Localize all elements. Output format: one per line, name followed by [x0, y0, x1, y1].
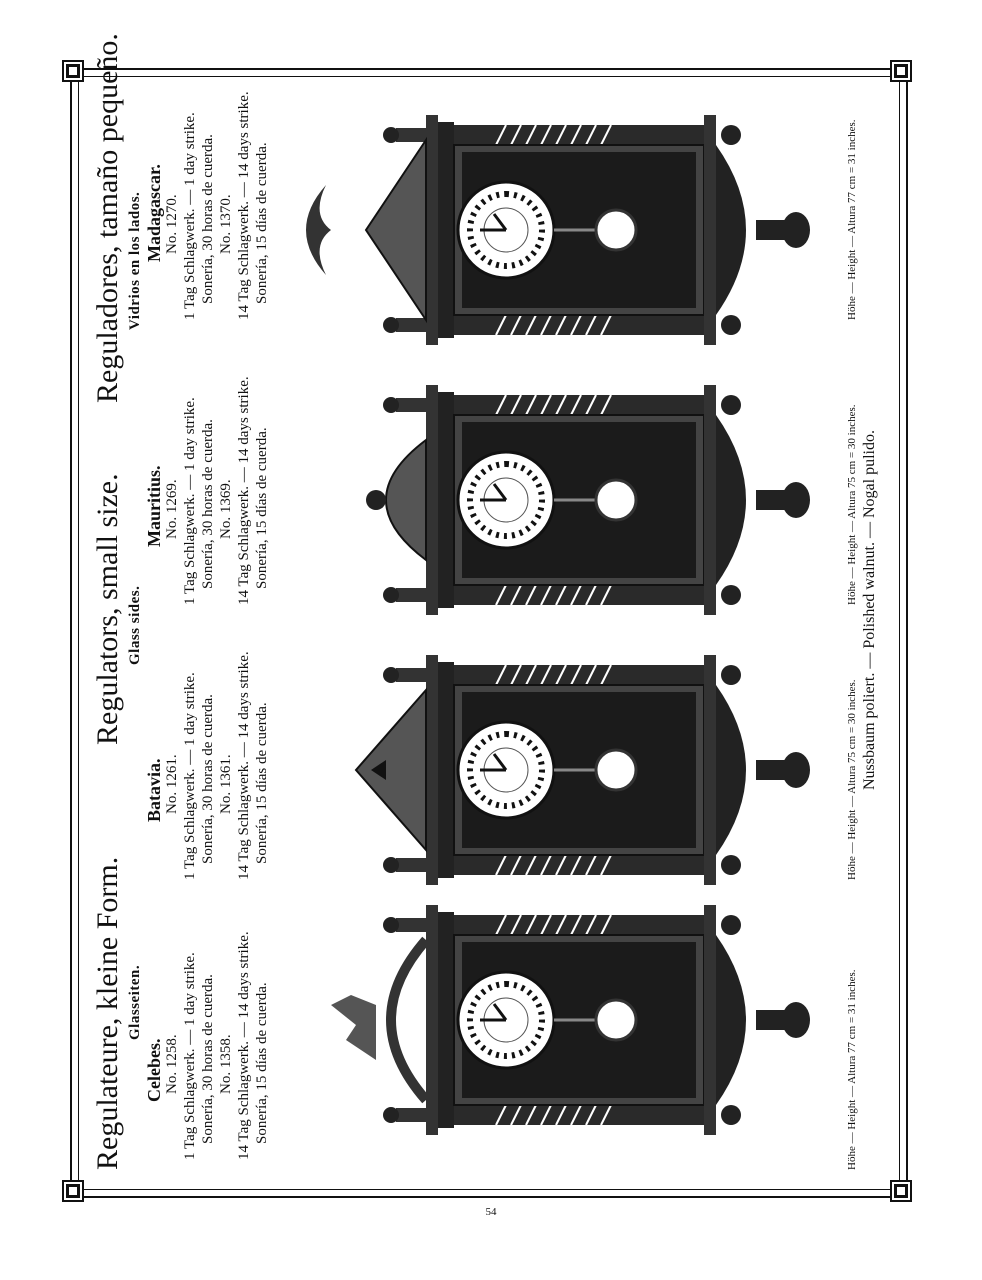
model-number: No. 1258. [164, 1034, 180, 1094]
finish-note: Nussbaum poliert. — Polished walnut. — Nogal pulido. [861, 430, 878, 790]
height-batavia: Höhe — Height — Altura 75 cm = 30 inches. [846, 679, 858, 880]
heading-spanish: Reguladores, tamaño pequeño. [91, 33, 124, 403]
subheading-english: Glass sides. [127, 585, 143, 665]
clock-celebes-figure [331, 905, 810, 1135]
clock-madagascar-figure [306, 115, 810, 345]
soneria-15: Sonería, 15 días de cuerda. [254, 702, 270, 864]
model-number: No. 1269. [164, 479, 180, 539]
strike-14-days: 14 Tag Schlagwerk. — 14 days strike. [236, 931, 252, 1160]
model-number-2: No. 1369. [218, 479, 234, 539]
soneria-30: Sonería, 30 horas de cuerda. [200, 134, 216, 304]
heading-english: Regulators, small size. [91, 473, 124, 745]
strike-14-days: 14 Tag Schlagwerk. — 14 days strike. [236, 91, 252, 320]
clock-illustrations [91, 80, 851, 1180]
corner-ornament [64, 1182, 82, 1200]
height-madagascar: Höhe — Height — Altura 77 cm = 31 inches. [846, 119, 858, 320]
model-number-2: No. 1361. [218, 754, 234, 814]
catalog-content [91, 33, 901, 1180]
soneria-15: Sonería, 15 días de cuerda. [254, 142, 270, 304]
soneria-30: Sonería, 30 horas de cuerda. [200, 974, 216, 1144]
strike-14-days: 14 Tag Schlagwerk. — 14 days strike. [236, 651, 252, 880]
model-number: No. 1261. [164, 754, 180, 814]
model-number: No. 1270. [164, 194, 180, 254]
height-celebes: Höhe — Height — Altura 77 cm = 31 inches. [846, 969, 858, 1170]
strike-1-day: 1 Tag Schlagwerk. — 1 day strike. [182, 672, 198, 880]
subheading-spanish: Vidrios en los lados. [127, 191, 143, 330]
strike-14-days: 14 Tag Schlagwerk. — 14 days strike. [236, 376, 252, 605]
model-name: Madagascar. [144, 164, 164, 262]
model-name: Celebes. [144, 1038, 164, 1102]
corner-ornament [64, 62, 82, 80]
strike-1-day: 1 Tag Schlagwerk. — 1 day strike. [182, 952, 198, 1160]
model-number-2: No. 1358. [218, 1034, 234, 1094]
corner-ornament [892, 62, 910, 80]
soneria-30: Sonería, 30 horas de cuerda. [200, 694, 216, 864]
soneria-15: Sonería, 15 días de cuerda. [254, 982, 270, 1144]
page-number: 54 [485, 1206, 497, 1218]
corner-ornament [892, 1182, 910, 1200]
model-name: Batavia. [144, 758, 164, 822]
strike-1-day: 1 Tag Schlagwerk. — 1 day strike. [182, 112, 198, 320]
model-number-2: No. 1370. [218, 194, 234, 254]
clock-mauritius-figure [366, 385, 810, 615]
soneria-15: Sonería, 15 días de cuerda. [254, 427, 270, 589]
subheading-german: Glasseiten. [127, 964, 143, 1040]
clock-batavia-figure [356, 655, 810, 885]
heading-german: Regulateure, kleine Form. [91, 856, 124, 1170]
height-mauritius: Höhe — Height — Altura 75 cm = 30 inches. [846, 404, 858, 605]
soneria-30: Sonería, 30 horas de cuerda. [200, 419, 216, 589]
strike-1-day: 1 Tag Schlagwerk. — 1 day strike. [182, 397, 198, 605]
model-name: Mauritius. [144, 465, 164, 547]
